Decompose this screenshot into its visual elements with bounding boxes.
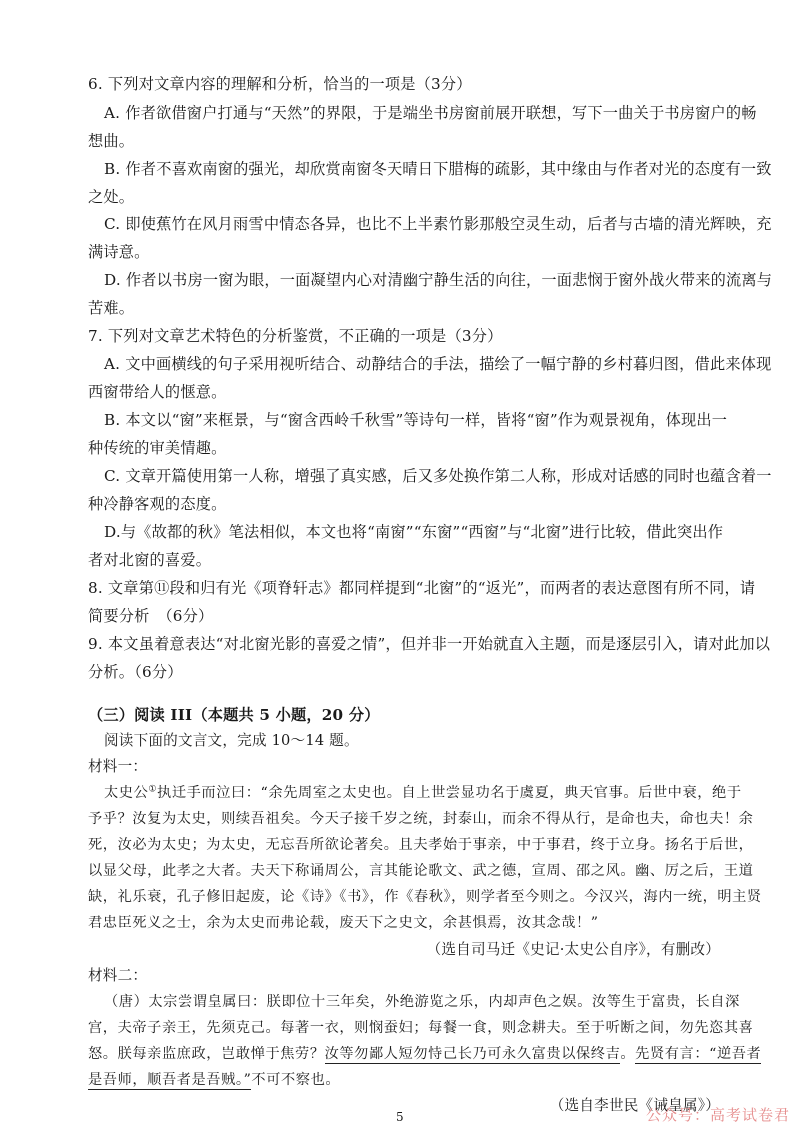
material1-source: （选自司马迁《史记·太史公自序》，有删改）: [426, 941, 720, 958]
underlined-quote-start: 先贤有言：“逆吾者: [635, 1046, 762, 1062]
q7-option-d-cont: 者对北窗的喜爱。: [88, 551, 212, 569]
watermark-text: 公众号：高考试卷君: [645, 1106, 790, 1124]
section-intro: 阅读下面的文言文，完成 10～14 题。: [104, 732, 359, 749]
q7-option-b-cont: 种传统的审美情趣。: [88, 439, 227, 457]
material1-line-6: 君忠臣死义之士，余为太史而弗论载，废天下之史文，余甚惧焉，汝其念哉！”: [88, 915, 599, 931]
q6-option-c: C. 即使蕉竹在风月雨雪中情态各异，也比不上半素竹影那般空灵生动，后者与古墙的清光辉映，充: [104, 215, 772, 233]
q7-option-c-cont: 种冷静客观的态度。: [88, 495, 227, 513]
q6-option-a: A. 作者欲借窗户打通与“天然”的界限，于是端坐书房窗前展开联想，写下一曲关于书房窗户的畅: [104, 104, 757, 122]
material2-label: 材料二：: [88, 967, 148, 984]
material1-line-2: 予乎？汝复为太史，则续吾祖矣。今天子接千岁之统，封泰山，而余不得从行，是命也夫，命也夫！余: [88, 811, 754, 827]
q6-option-c-cont: 满诗意。: [88, 243, 150, 261]
q7-option-a: A. 文中画横线的句子采用视听结合、动静结合的手法，描绘了一幅宁静的乡村暮归图，借此来体现: [104, 355, 772, 373]
section-heading: （三）阅读 III（本题共 5 小题，20 分）: [88, 706, 380, 724]
material1-line-1: 太史公①执迁手而泣曰：“余先周室之太史也。自上世尝显功名于虞夏，典天官事。后世中衰，绝于: [104, 784, 742, 801]
page-number: 5: [396, 1110, 404, 1124]
q6-option-a-cont: 想曲。: [88, 132, 135, 150]
underlined-quote-end: 是吾师，顺吾者是吾贼。”: [88, 1072, 252, 1088]
q8-stem-cont: 简要分析 （6分）: [88, 607, 214, 625]
q8-stem: 8. 文章第⑪段和归有光《项脊轩志》都同样提到“北窗”的“返光”，而两者的表达意图有所不同，请: [88, 579, 756, 597]
material2-line-1: （唐）太宗尝谓皇属曰：朕即位十三年矣，外绝游览之乐，内却声色之娱。汝等生于富贵，长自深: [104, 994, 740, 1010]
material1-line-5: 缺，礼乐衰，孔子修旧起废，论《诗》《书》，作《春秋》，则学者至今则之。今汉兴，海内一统，明主贤: [88, 889, 762, 905]
material2-line-3: 怒。朕每亲监庶政，岂敢惮于焦劳？汝等勿鄙人短勿恃己长乃可永久富贵以保终吉。先贤有言：“逆吾者: [88, 1046, 762, 1062]
underlined-sentence: 汝等勿鄙人短勿恃己长乃可永久富贵以保终吉: [324, 1046, 621, 1062]
footnote-marker: ①: [148, 784, 158, 795]
material2-line-4: 是吾师，顺吾者是吾贼。”不可不察也。: [88, 1072, 341, 1088]
material2-line-2: 宫，夫帝子亲王，先须克己。每著一衣，则悯蚕妇；每餐一食，则念耕夫。至于听断之间，勿先恣其喜: [88, 1020, 754, 1036]
q6-stem: 6. 下列对文章内容的理解和分析，恰当的一项是（3分）: [88, 75, 472, 93]
material1-line-4: 以显父母，此孝之大者。夫天下称诵周公，言其能论歌文、武之德，宣周、邵之风。幽、厉之后，王道: [88, 863, 754, 879]
q7-option-c: C. 文章开篇使用第一人称，增强了真实感，后又多处换作第二人称，形成对话感的同时也蕴含着一: [104, 467, 772, 485]
q6-option-d-cont: 苦难。: [88, 299, 135, 317]
material1-label: 材料一：: [88, 758, 148, 775]
q6-option-b: B. 作者不喜欢南窗的强光，却欣赏南窗冬天晴日下腊梅的疏影，其中缘由与作者对光的态度有一致: [104, 160, 772, 178]
material1-line-3: 死，汝必为太史；为太史，无忘吾所欲论著矣。且夫孝始于事亲，中于事君，终于立身。扬名于后世，: [88, 837, 754, 853]
q6-option-b-cont: 之处。: [88, 188, 135, 206]
q7-option-b: B. 本文以“窗”来框景，与“窗含西岭千秋雪”等诗句一样，皆将“窗”作为观景视角，体现出一: [104, 411, 728, 429]
q7-option-a-cont: 西窗带给人的惬意。: [88, 383, 227, 401]
q6-option-d: D. 作者以书房一窗为眼，一面凝望内心对清幽宁静生活的向往，一面悲悯于窗外战火带来的流离与: [104, 271, 773, 289]
q9-stem-cont: 分析。（6分）: [88, 663, 183, 681]
q7-stem: 7. 下列对文章艺术特色的分析鉴赏，不正确的一项是（3分）: [88, 327, 503, 345]
q9-stem: 9. 本文虽着意表达“对北窗光影的喜爱之情”，但并非一开始就直入主题，而是逐层引入，请对此加以: [88, 635, 771, 653]
material2-source: （选自李世民《诫皇属》）: [549, 1097, 720, 1114]
q7-option-d: D.与《故都的秋》笔法相似，本文也将“南窗”“东窗”“西窗”与“北窗”进行比较，借此突出作: [104, 523, 724, 541]
